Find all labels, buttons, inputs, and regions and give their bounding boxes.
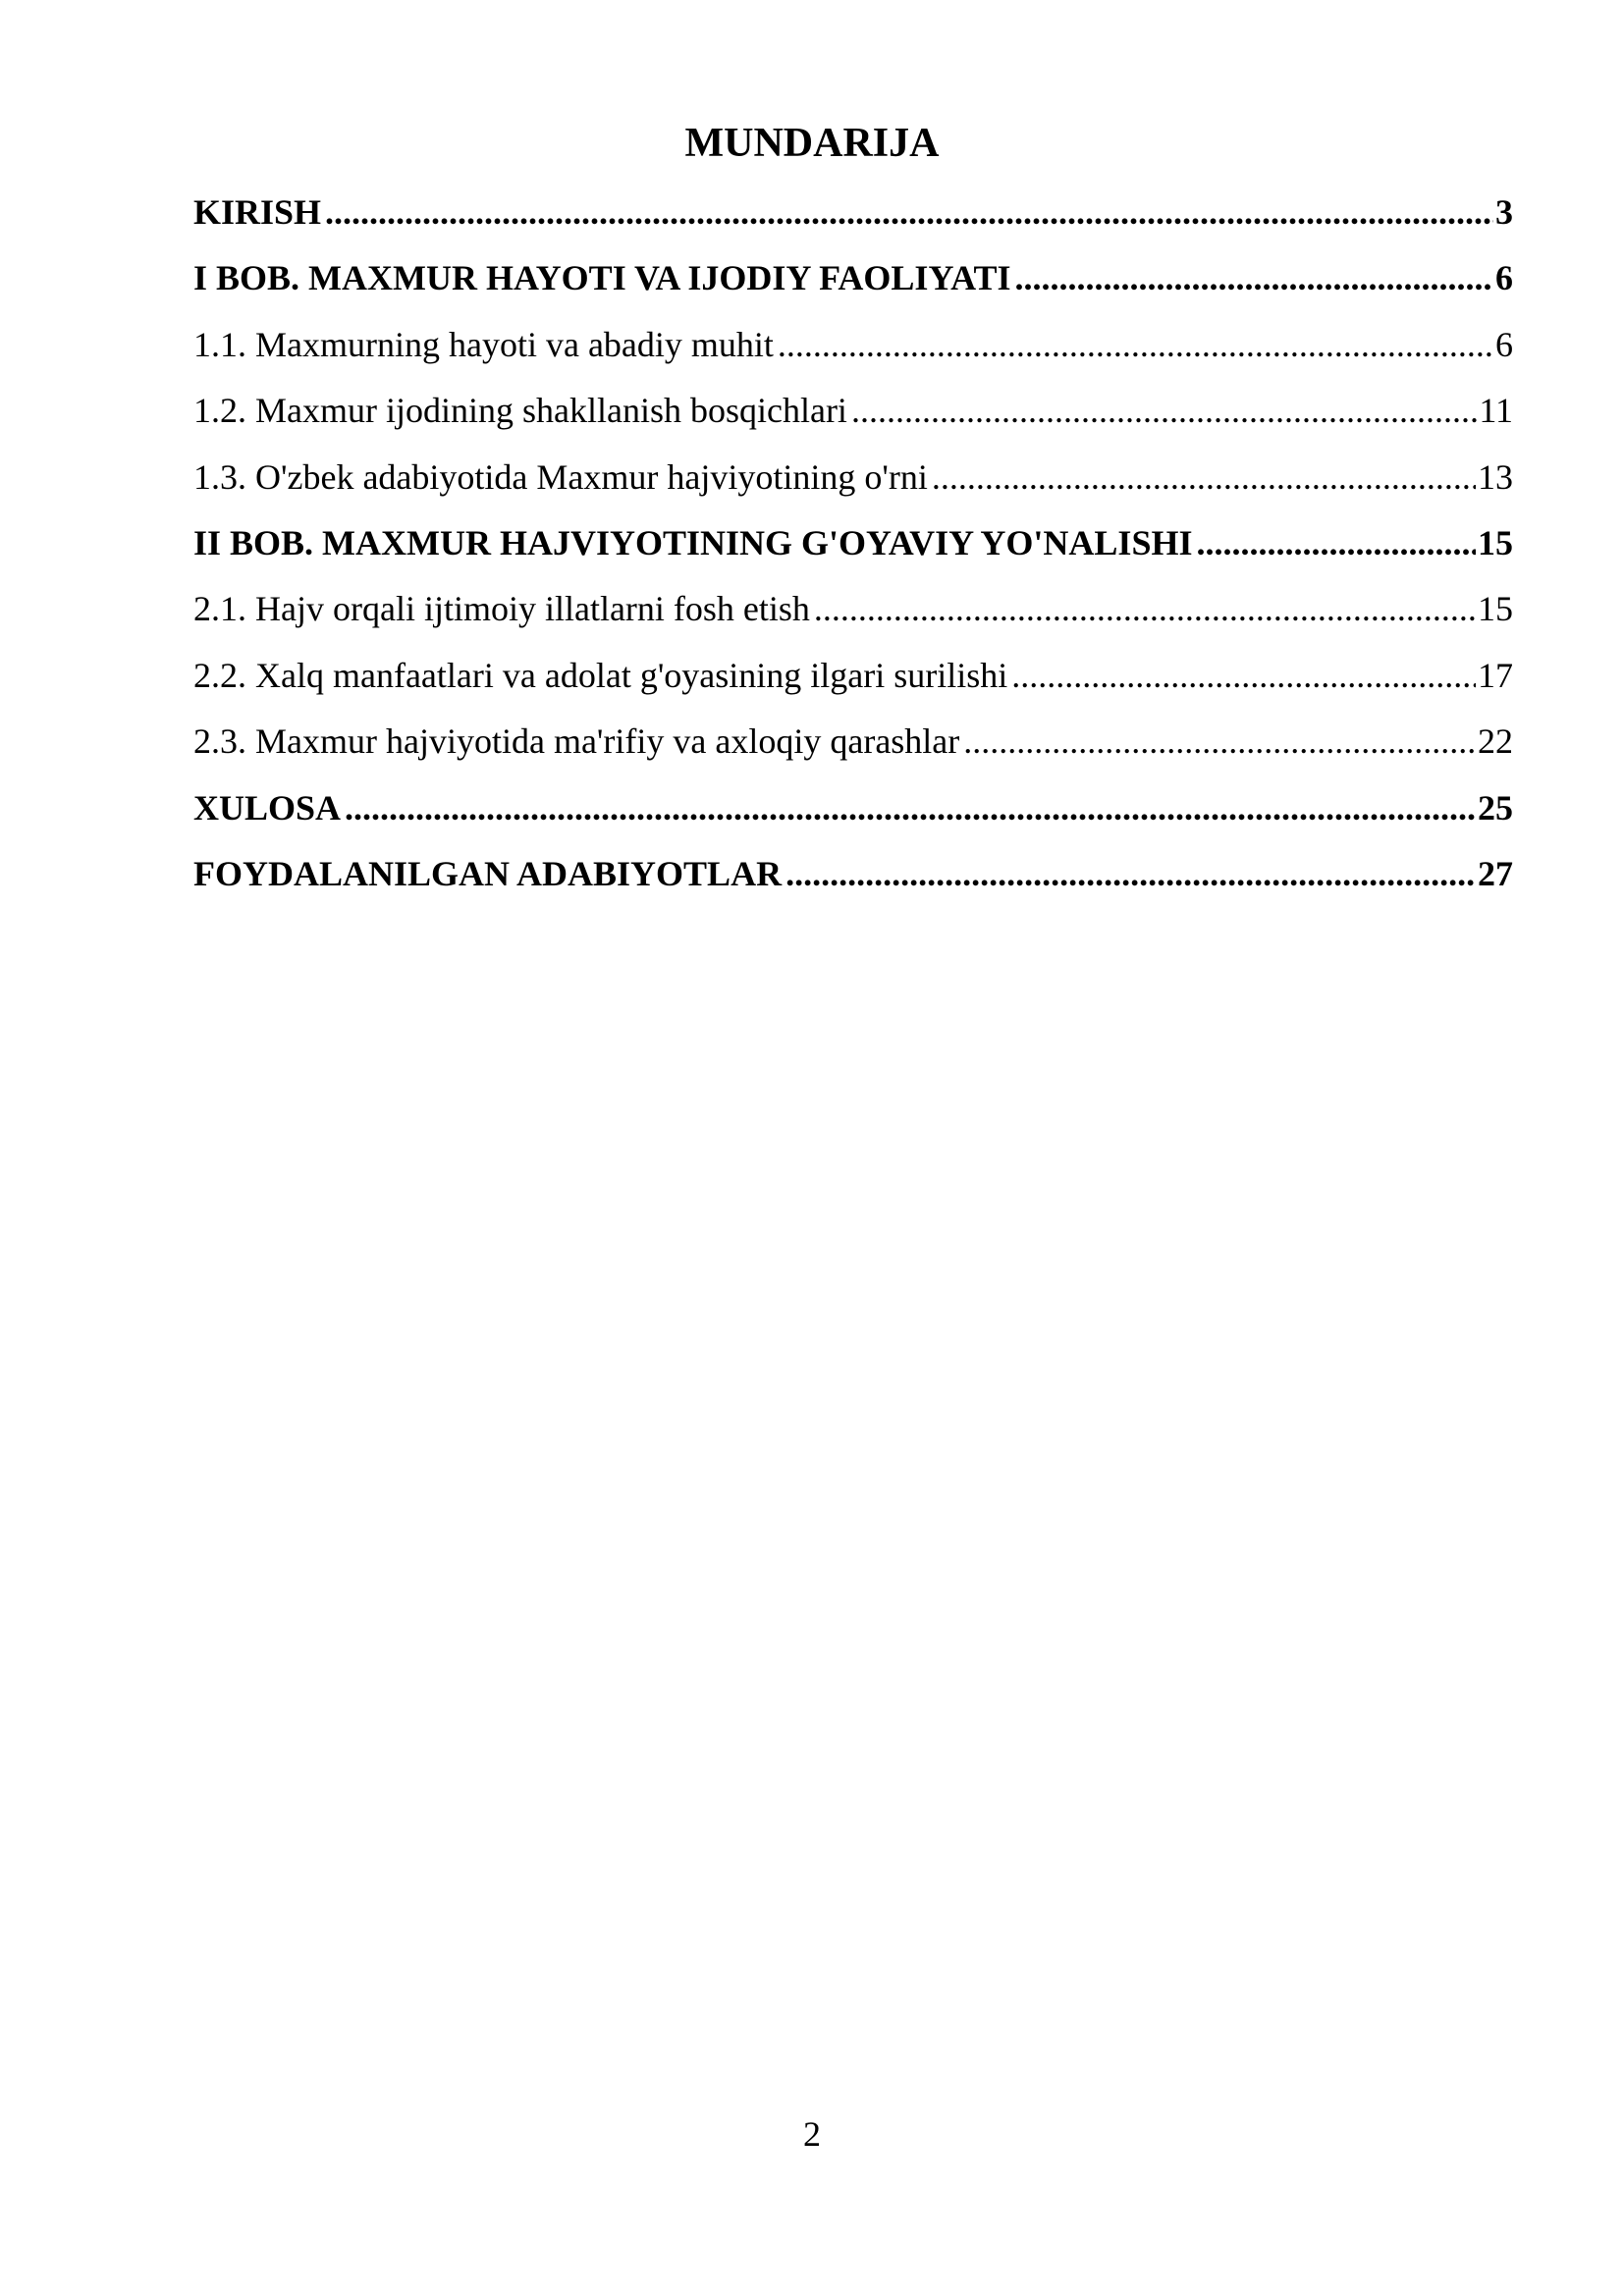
toc-entry-page: 13 xyxy=(1478,456,1513,497)
toc-entry-title: 1.3. O'zbek adabiyotida Maxmur hajviyotining o'rni xyxy=(193,456,928,497)
dot-leader xyxy=(814,583,1476,634)
toc-entry-title: 2.2. Xalq manfaatlari va adolat g'oyasining ilgari surilishi xyxy=(193,655,1008,695)
toc-entry-kirish[interactable] xyxy=(193,187,1513,252)
toc-entry-bibliography[interactable] xyxy=(193,848,1513,914)
dot-leader xyxy=(963,716,1476,767)
toc-entry-title: 2.1. Hajv orqali ijtimoiy illatlarni fosh etish xyxy=(193,589,810,629)
toc-entry-section-2-2[interactable] xyxy=(193,650,1513,716)
toc-entry-page: 27 xyxy=(1478,853,1513,893)
toc-entry-title: FOYDALANILGAN ADABIYOTLAR xyxy=(193,853,783,893)
toc-entry-title: KIRISH xyxy=(193,192,322,232)
toc-entry-title: 1.1. Maxmurning hayoti va abadiy muhit xyxy=(193,324,774,364)
toc-entry-page: 6 xyxy=(1495,258,1513,298)
table-of-contents xyxy=(193,187,1513,914)
toc-entry-section-2-3[interactable] xyxy=(193,716,1513,781)
toc-entry-section-1-2[interactable] xyxy=(193,385,1513,451)
toc-entry-section-1-1[interactable] xyxy=(193,319,1513,385)
toc-entry-title: 1.2. Maxmur ijodining shakllanish bosqichlari xyxy=(193,391,847,431)
toc-entry-page: 15 xyxy=(1478,522,1513,562)
toc-entry-page: 17 xyxy=(1478,655,1513,695)
page-number: 2 xyxy=(803,2114,821,2154)
dot-leader xyxy=(325,187,1493,238)
toc-entry-title: I BOB. MAXMUR HAYOTI VA IJODIY FAOLIYATI xyxy=(193,258,1011,298)
toc-entry-chapter-1[interactable] xyxy=(193,252,1513,318)
toc-title: MUNDARIJA xyxy=(684,121,940,166)
dot-leader xyxy=(851,385,1477,436)
toc-entry-page: 11 xyxy=(1479,391,1513,431)
toc-entry-page: 25 xyxy=(1478,787,1513,828)
dot-leader xyxy=(932,452,1476,503)
toc-entry-page: 6 xyxy=(1495,324,1513,364)
dot-leader xyxy=(345,782,1476,833)
dot-leader xyxy=(1014,252,1493,303)
toc-entry-title: 2.3. Maxmur hajviyotida ma'rifiy va axloqiy qarashlar xyxy=(193,721,960,762)
toc-entry-section-2-1[interactable] xyxy=(193,583,1513,649)
toc-entry-page: 15 xyxy=(1478,589,1513,629)
dot-leader xyxy=(1196,517,1476,568)
dot-leader xyxy=(785,848,1476,899)
dot-leader xyxy=(778,319,1493,370)
toc-entry-chapter-2[interactable] xyxy=(193,517,1513,583)
toc-entry-page: 22 xyxy=(1478,721,1513,762)
toc-entry-title: II BOB. MAXMUR HAJVIYOTINING G'OYAVIY YO'NALISHI xyxy=(193,522,1193,562)
toc-entry-page: 3 xyxy=(1495,192,1513,232)
toc-entry-title: XULOSA xyxy=(193,787,342,828)
toc-entry-section-1-3[interactable] xyxy=(193,452,1513,517)
dot-leader xyxy=(1011,650,1476,701)
toc-entry-xulosa[interactable] xyxy=(193,782,1513,848)
